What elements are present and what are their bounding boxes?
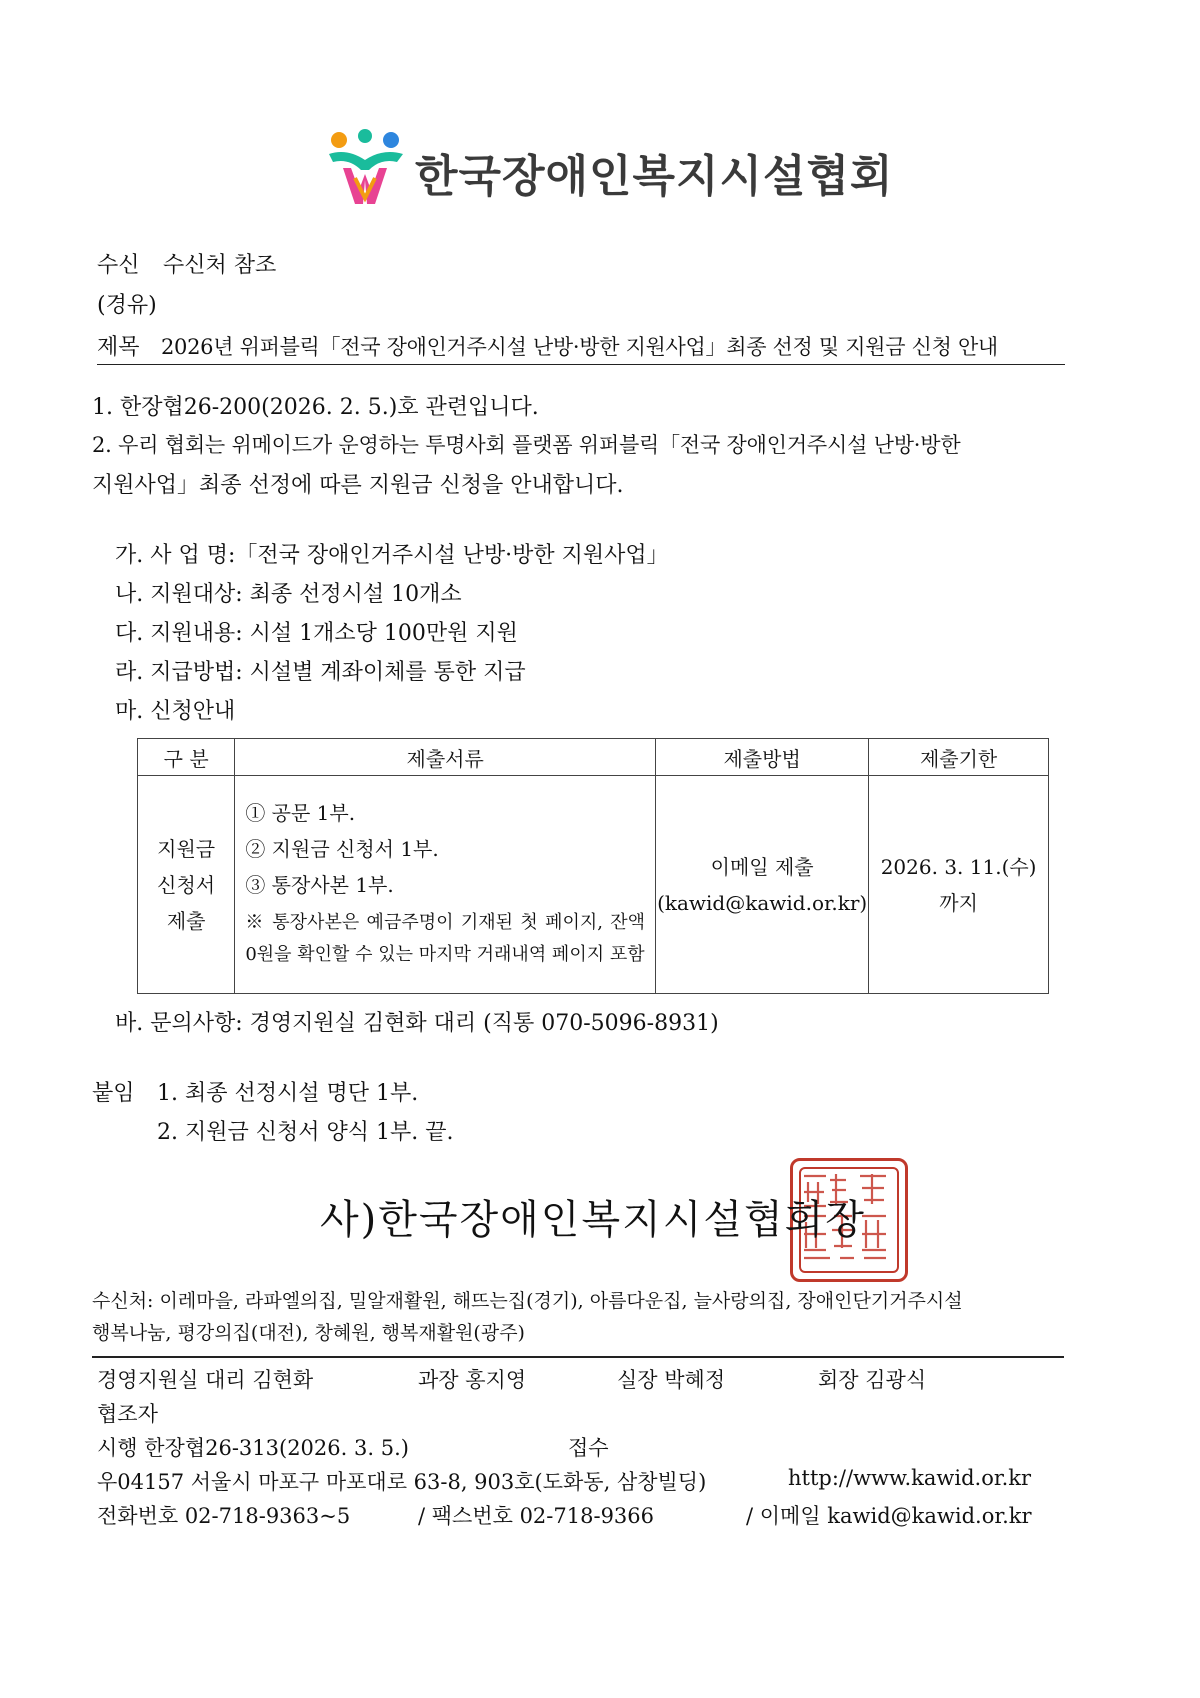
subject-text: 2026년 위퍼블릭「전국 장애인거주시설 난방·방한 지원사업」최종 선정 및 지원금 신청 안내 [161,335,998,359]
paragraph-2-line2: 지원사업」최종 선정에 따른 지원금 신청을 안내합니다. [92,473,624,498]
chair: 회장 김광식 [818,1368,927,1392]
method-cell [656,776,869,994]
drafter: 경영지원실 대리 김현화 [97,1368,314,1392]
document-item: ② 지원금 신청서 1부. [245,836,439,861]
category-line: 신청서 [157,872,216,897]
item-target: 나. 지원대상: 최종 선정시설 10개소 [115,582,462,607]
fax-number: / 팩스번호 02-718-9366 [418,1504,655,1528]
reviewer: 과장 홍지영 [418,1368,527,1392]
paragraph-2-line1: 2. 우리 협회는 위메이드가 운영하는 투명사회 플랫폼 위퍼블릭「전국 장애인거주시설 난방·방한 [92,433,961,457]
item-payment: 라. 지급방법: 시설별 계좌이체를 통한 지급 [115,660,526,685]
org-logo-icon [325,128,407,206]
table-header-row [138,739,1049,776]
item-business-name: 가. 사 업 명:「전국 장애인거주시설 난방·방한 지원사업」 [115,543,669,568]
via-label: (경유) [97,293,157,318]
header-method: 제출방법 [656,739,869,776]
documents-note: ※ 통장사본은 예금주명이 기재된 첫 페이지, 잔액 0원을 확인할 수 있는 마지막 거래내역 페이지 포함 [245,911,646,965]
address: 우04157 서울시 마포구 마포대로 63-8, 903호(도화동, 삼창빌딩) [97,1470,707,1494]
website-link[interactable]: http://www.kawid.or.kr [788,1466,1032,1490]
sender-signature: 사)한국장애인복지시설협회장 [320,1197,866,1243]
category-line: 지원금 [157,836,216,861]
attachment-label: 붙임 [92,1081,135,1106]
attachment-2: 2. 지원금 신청서 양식 1부. 끝. [157,1120,454,1145]
inquiry-line: 바. 문의사항: 경영지원실 김현화 대리 (직통 070-5096-8931) [115,1011,719,1036]
enforcement-number: 시행 한장협26-313(2026. 3. 5.) [97,1436,409,1460]
category-cell [138,776,235,994]
documents-cell [235,776,656,994]
footer-divider [92,1356,1064,1358]
method-email: (kawid@kawid.or.kr) [657,890,868,915]
header-documents: 제출서류 [235,739,656,776]
org-logo [325,128,894,206]
attachment-1: 1. 최종 선정시설 명단 1부. [157,1081,419,1106]
recipient-value: 수신처 참조 [163,253,277,278]
deadline-suffix: 까지 [939,890,978,915]
submission-table [137,738,1049,994]
method-line: 이메일 제출 [710,854,814,879]
distribution-line1: 수신처: 이레마을, 라파엘의집, 밀알재활원, 해뜨는집(경기), 아름다운집, 늘사랑의집, 장애인단기거주시설 [92,1290,963,1312]
distribution-line2: 행복나눔, 평강의집(대전), 창혜원, 행복재활원(광주) [92,1322,525,1344]
subject-divider [97,364,1065,365]
item-content: 다. 지원내용: 시설 1개소당 100만원 지원 [115,621,518,646]
table-row [138,776,1049,994]
cooperator-label: 협조자 [97,1402,158,1426]
document-item: ③ 통장사본 1부. [245,872,394,897]
item-application-guide: 마. 신청안내 [115,699,236,724]
deadline-date: 2026. 3. 11.(수) [880,854,1037,879]
email-address[interactable]: / 이메일 kawid@kawid.or.kr [746,1504,1032,1528]
header-category: 구 분 [138,739,235,776]
recipient-label: 수신 [97,253,140,278]
director: 실장 박혜정 [617,1368,726,1392]
deadline-cell [869,776,1049,994]
subject-label: 제목 [97,335,140,360]
phone-number: 전화번호 02-718-9363~5 [97,1504,351,1528]
category-line: 제출 [166,908,206,933]
document-item: ① 공문 1부. [245,800,356,825]
org-logo-text: 한국장애인복지시설협회 [415,151,894,202]
header-deadline: 제출기한 [869,739,1049,776]
paragraph-1: 1. 한장협26-200(2026. 2. 5.)호 관련입니다. [92,395,539,420]
receipt-label: 접수 [568,1436,609,1460]
